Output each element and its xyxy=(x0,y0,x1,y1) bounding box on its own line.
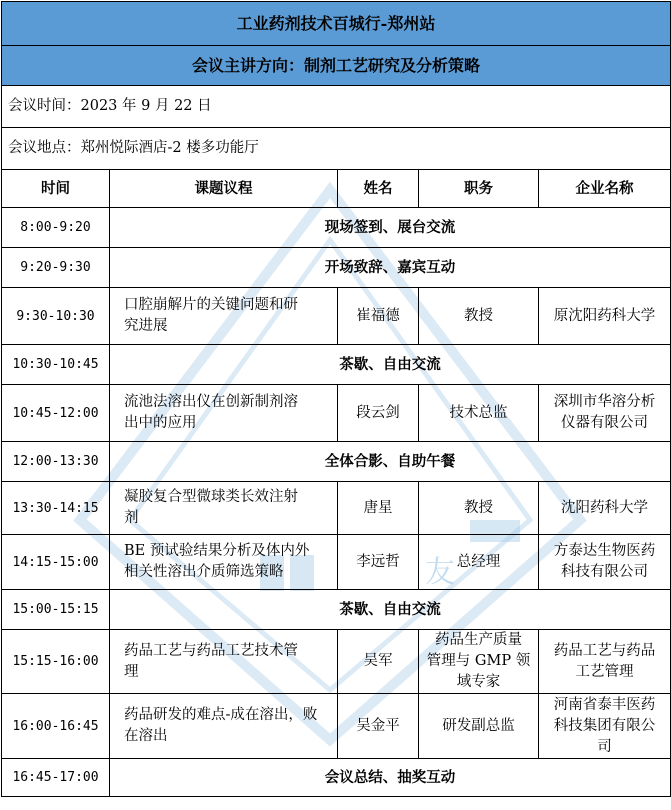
meeting-location: 会议地点：郑州悦际酒店-2 楼多功能厅 xyxy=(2,128,671,170)
row-activity: 会议总结、抽奖互动 xyxy=(110,759,671,797)
row-time: 12:00-13:30 xyxy=(2,442,110,482)
header-time: 时间 xyxy=(2,170,110,208)
row-activity: 茶歇、自由交流 xyxy=(110,590,671,630)
row-time: 10:30-10:45 xyxy=(2,345,110,385)
row-time: 16:00-16:45 xyxy=(2,694,110,759)
row-speaker: 李远哲 xyxy=(338,535,419,590)
row-topic: 凝胶复合型微球类长效注射 剂 xyxy=(110,482,338,535)
row-position: 研发副总监 xyxy=(419,694,539,759)
header-name: 姓名 xyxy=(338,170,419,208)
table-row xyxy=(2,288,671,345)
row-topic: 药品研发的难点-成在溶出，败 在溶出 xyxy=(110,694,338,759)
agenda-table xyxy=(1,1,671,797)
header-company: 企业名称 xyxy=(539,170,671,208)
title-row xyxy=(2,2,671,46)
row-topic: 药品工艺与药品工艺技术管 理 xyxy=(110,630,338,694)
row-activity: 全体合影、自助午餐 xyxy=(110,442,671,482)
column-header-row xyxy=(2,170,671,208)
row-speaker: 吴金平 xyxy=(338,694,419,759)
row-activity: 茶歇、自由交流 xyxy=(110,345,671,385)
row-time: 9:30-10:30 xyxy=(2,288,110,345)
row-topic: 流池法溶出仪在创新制剂溶 出中的应用 xyxy=(110,385,338,442)
row-speaker: 崔福德 xyxy=(338,288,419,345)
row-position: 技术总监 xyxy=(419,385,539,442)
row-time: 9:20-9:30 xyxy=(2,248,110,288)
header-topic: 课题议程 xyxy=(110,170,338,208)
row-topic: 口腔崩解片的关键问题和研 究进展 xyxy=(110,288,338,345)
conference-subtitle: 会议主讲方向：制剂工艺研究及分析策略 xyxy=(2,46,671,86)
row-activity: 现场签到、展台交流 xyxy=(110,208,671,248)
row-company: 方泰达生物医药 科技有限公司 xyxy=(539,535,671,590)
row-time: 16:45-17:00 xyxy=(2,759,110,797)
table-row xyxy=(2,694,671,759)
table-row xyxy=(2,759,671,797)
row-company: 原沈阳药科大学 xyxy=(539,288,671,345)
row-position: 总经理 xyxy=(419,535,539,590)
table-row xyxy=(2,482,671,535)
table-row xyxy=(2,590,671,630)
table-row xyxy=(2,535,671,590)
row-company: 沈阳药科大学 xyxy=(539,482,671,535)
row-position: 教授 xyxy=(419,482,539,535)
row-speaker: 唐星 xyxy=(338,482,419,535)
meeting-time: 会议时间：2023 年 9 月 22 日 xyxy=(2,86,671,128)
table-row xyxy=(2,345,671,385)
table-row xyxy=(2,630,671,694)
row-company: 药品工艺与药品 工艺管理 xyxy=(539,630,671,694)
row-position: 教授 xyxy=(419,288,539,345)
row-speaker: 段云剑 xyxy=(338,385,419,442)
info-row-time xyxy=(2,86,671,128)
conference-title: 工业药剂技术百城行-郑州站 xyxy=(2,2,671,46)
row-company: 河南省泰丰医药 科技集团有限公 司 xyxy=(539,694,671,759)
row-time: 13:30-14:15 xyxy=(2,482,110,535)
row-company: 深圳市华溶分析 仪器有限公司 xyxy=(539,385,671,442)
row-time: 10:45-12:00 xyxy=(2,385,110,442)
row-time: 14:15-15:00 xyxy=(2,535,110,590)
row-position: 药品生产质量 管理与 GMP 领 域专家 xyxy=(419,630,539,694)
table-row xyxy=(2,208,671,248)
row-time: 8:00-9:20 xyxy=(2,208,110,248)
row-activity: 开场致辞、嘉宾互动 xyxy=(110,248,671,288)
watermark-text: 友 xyxy=(425,555,455,590)
row-speaker: 吴军 xyxy=(338,630,419,694)
table-row xyxy=(2,385,671,442)
table-row xyxy=(2,248,671,288)
header-position: 职务 xyxy=(419,170,539,208)
info-row-location xyxy=(2,128,671,170)
subtitle-row xyxy=(2,46,671,86)
row-time: 15:00-15:15 xyxy=(2,590,110,630)
row-time: 15:15-16:00 xyxy=(2,630,110,694)
table-row xyxy=(2,442,671,482)
row-topic: BE 预试验结果分析及体内外 相关性溶出介质筛选策略 xyxy=(110,535,338,590)
